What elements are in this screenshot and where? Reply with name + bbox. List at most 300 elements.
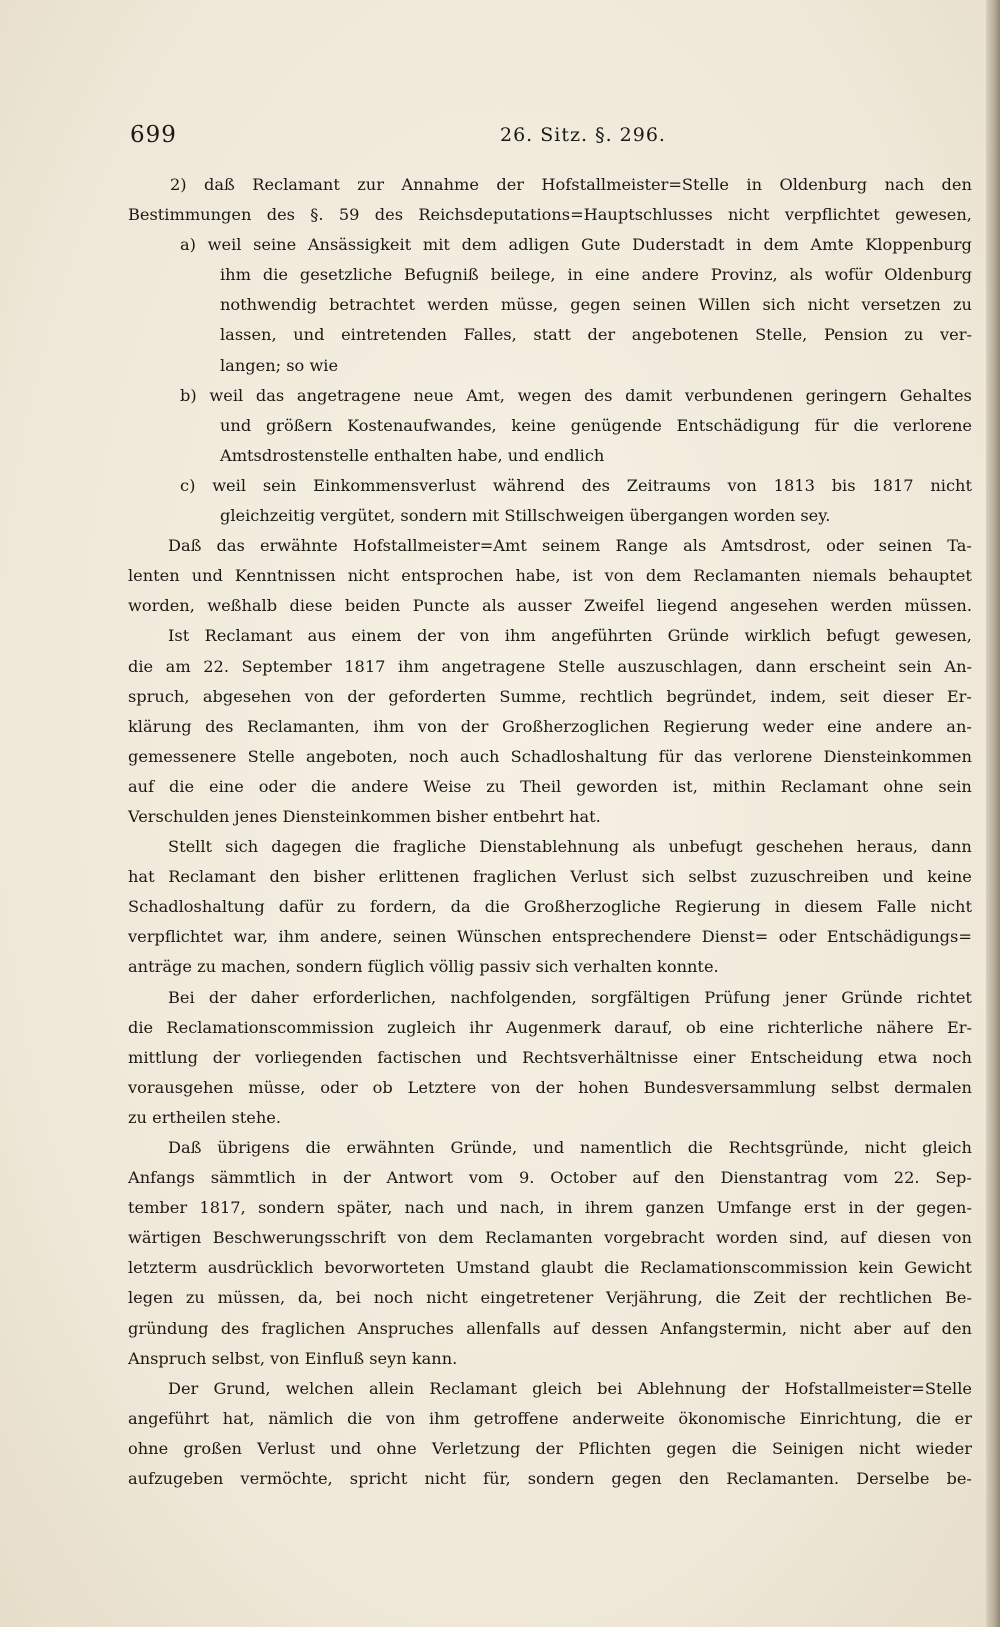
word: bei <box>335 1288 361 1308</box>
text-line <box>128 591 972 621</box>
word: in <box>774 897 791 917</box>
word: in <box>736 235 752 255</box>
word: wirklich <box>744 626 811 646</box>
word: oder <box>826 536 864 556</box>
word: vom <box>843 1168 878 1188</box>
word: entsprechendere <box>552 927 692 947</box>
word: der <box>460 716 489 736</box>
word: oder <box>320 1077 358 1097</box>
word: Pension <box>823 325 888 345</box>
word: müssen. <box>904 596 972 616</box>
word: und <box>293 325 325 345</box>
word: zuzuschreiben <box>750 867 869 887</box>
word: während <box>492 475 565 495</box>
text-line <box>128 802 972 832</box>
word: Reclamant <box>252 175 340 194</box>
word: welchen <box>285 1378 354 1398</box>
word: der <box>212 1047 241 1067</box>
word: geschehen <box>755 837 844 857</box>
word: Anfangstermin, <box>660 1318 788 1338</box>
word: zu <box>128 1107 153 1127</box>
word: vergütet, <box>320 506 401 526</box>
word: vorausgehen <box>128 1077 234 1097</box>
word: müsse, <box>500 295 559 315</box>
word: eintretenden <box>341 325 447 345</box>
word: größern <box>265 415 333 435</box>
word: Der <box>168 1378 199 1398</box>
word: Stelle <box>557 656 605 676</box>
word: vorliegenden <box>255 1047 363 1067</box>
word: Falle <box>876 897 917 917</box>
word: sich <box>225 837 259 857</box>
text-line <box>128 1163 972 1193</box>
word: an- <box>946 716 972 736</box>
word: die <box>311 776 337 796</box>
running-head: 26. Sitz. §. 296. <box>500 124 666 146</box>
word: gegen <box>666 1438 717 1458</box>
word: weil <box>209 385 244 405</box>
word: Derselbe <box>856 1469 930 1489</box>
word: bei <box>597 1378 623 1398</box>
word: ausdrücklich <box>207 1258 314 1278</box>
word: 1817 <box>872 475 914 495</box>
word: seit <box>839 686 870 706</box>
word: Stelle <box>247 746 295 766</box>
word: des <box>205 716 234 736</box>
word: Verlust <box>257 1438 316 1458</box>
text-line <box>128 712 972 742</box>
word: eine <box>209 776 244 796</box>
word: Amt, <box>466 385 505 405</box>
word: getroffene <box>473 1408 559 1428</box>
word: dessen <box>591 1318 648 1338</box>
word: ausser <box>517 596 572 616</box>
word: Einkommensverlust <box>313 475 476 495</box>
word: machen, <box>221 957 296 977</box>
word: die <box>168 776 195 796</box>
word: stehe. <box>231 1107 281 1127</box>
text-line <box>128 772 972 802</box>
word: sämmtlich <box>210 1168 296 1188</box>
word: wofür <box>824 265 873 285</box>
text-line <box>128 441 972 471</box>
word: ist, <box>672 776 698 796</box>
word: 22. <box>203 656 229 676</box>
word: von <box>604 566 634 586</box>
word: Einfluß <box>304 1348 370 1368</box>
word: verpflichtet <box>128 927 223 947</box>
word: Prüfung <box>704 987 771 1007</box>
text-line <box>128 1223 972 1253</box>
word: habe, <box>515 566 561 586</box>
word: tember <box>128 1198 188 1218</box>
word: Reclamationscommission <box>640 1258 848 1278</box>
word: werden <box>427 295 489 315</box>
word: Weise <box>423 776 472 796</box>
word: erlittenen <box>378 867 460 887</box>
word: Dienstablehnung <box>479 837 620 857</box>
text-line <box>128 1374 972 1404</box>
word: ihm <box>278 927 310 947</box>
word: b) <box>180 385 197 405</box>
word: worden <box>715 1228 778 1248</box>
word: des <box>220 1318 250 1338</box>
word: glaubt <box>540 1258 594 1278</box>
word: in <box>556 1198 573 1218</box>
word: 1817, <box>199 1198 246 1218</box>
text-line <box>128 1434 972 1464</box>
word: von <box>385 1408 416 1428</box>
word: Grund, <box>213 1378 271 1398</box>
word: vermöchte, <box>240 1469 333 1489</box>
word: oder <box>778 927 817 947</box>
word: 2) <box>170 175 187 194</box>
word: eingetretener <box>480 1288 594 1308</box>
word: Gewicht <box>904 1258 972 1278</box>
word: am <box>165 656 191 676</box>
word: langen; <box>220 355 287 375</box>
word: nähere <box>876 1017 934 1037</box>
word: des <box>374 205 403 225</box>
word: Regierung <box>674 897 761 917</box>
word: den <box>269 867 300 887</box>
word: die <box>687 1138 713 1157</box>
text-line <box>128 832 972 862</box>
word: werden <box>830 596 893 616</box>
word: einem <box>351 626 402 646</box>
word: ver- <box>940 325 972 345</box>
word: übergangen <box>629 506 734 526</box>
word: für <box>658 746 683 766</box>
page-header <box>130 122 970 158</box>
word: Wünschen <box>456 927 542 947</box>
word: Reclamanten. <box>726 1469 840 1489</box>
word: so <box>286 355 310 375</box>
word: Daß <box>168 1138 202 1157</box>
word: gewesen, <box>895 626 972 646</box>
word: ihm <box>428 1408 460 1428</box>
word: nach, <box>499 1198 545 1218</box>
word: Entschädigung <box>676 415 800 435</box>
text-line <box>128 1314 972 1344</box>
word: versetzen <box>861 295 941 315</box>
word: die <box>915 1408 941 1428</box>
word: Bundesversammlung <box>643 1077 817 1097</box>
word: Gründe, <box>450 1138 518 1157</box>
word: betrachtet <box>329 295 415 315</box>
word: in <box>567 265 584 285</box>
word: Theil <box>520 776 562 796</box>
word: müssen, <box>217 1288 286 1308</box>
word: verlorene <box>733 746 813 766</box>
word: von <box>491 1077 521 1097</box>
word: genügende <box>570 415 662 435</box>
word: und <box>507 445 545 465</box>
word: liegend <box>656 596 718 616</box>
word: ertheilen <box>152 1107 232 1127</box>
word: enthalten <box>374 445 458 465</box>
word: entbehrt <box>492 806 570 826</box>
page-edge-shadow <box>986 0 1000 1627</box>
word: gleichzeitig <box>220 506 321 526</box>
word: aus <box>307 626 337 646</box>
text-line <box>128 1464 972 1494</box>
word: verlorene <box>893 415 972 435</box>
word: ob <box>372 1077 393 1097</box>
word: geringern <box>805 385 887 405</box>
word: Zeit <box>753 1288 786 1308</box>
text-line <box>128 351 972 381</box>
text-line <box>128 1043 972 1073</box>
word: müsse, <box>248 1077 306 1097</box>
word: und <box>882 867 914 887</box>
word: sich <box>641 867 675 887</box>
word: ihrem <box>584 1198 634 1218</box>
word: als <box>481 596 506 616</box>
word: der <box>347 686 375 706</box>
word: der <box>798 1288 827 1308</box>
word: An- <box>944 656 972 676</box>
word: sich <box>535 957 574 977</box>
word: Letztere <box>407 1077 477 1097</box>
word: Ansässigkeit <box>307 235 412 255</box>
word: andere <box>351 776 409 796</box>
word: dem <box>438 1228 474 1248</box>
word: diesem <box>804 897 863 917</box>
word: Bei <box>168 987 195 1007</box>
word: Verlust <box>570 867 629 887</box>
word: aufzugeben <box>128 1469 224 1489</box>
word: be- <box>946 1469 972 1489</box>
word: eine <box>594 265 630 285</box>
word: Bestimmungen <box>128 205 252 225</box>
page-number: 699 <box>130 122 177 148</box>
word: Range <box>615 536 669 556</box>
word: bevorworteten <box>324 1258 445 1278</box>
word: zu <box>486 776 506 796</box>
word: begründet, <box>666 686 757 706</box>
word: er <box>954 1408 972 1428</box>
word: fraglichen <box>472 867 557 887</box>
word: Reclamant <box>204 626 293 646</box>
word: worden, <box>128 596 195 616</box>
word: zu <box>904 325 924 345</box>
word: ist <box>572 566 593 586</box>
word: nothwendig <box>220 295 317 315</box>
word: diesen <box>877 1228 932 1248</box>
word: namentlich <box>580 1138 672 1157</box>
text-line <box>128 922 972 952</box>
word: das <box>216 536 245 556</box>
word: erscheint <box>809 656 886 676</box>
word: nicht <box>864 1138 907 1157</box>
word: einer <box>692 1047 736 1067</box>
word: habe, <box>457 445 508 465</box>
word: andere, <box>319 927 383 947</box>
text-line <box>128 983 972 1013</box>
word: der <box>587 325 616 345</box>
word: allein <box>369 1378 415 1398</box>
word: andere <box>875 716 933 736</box>
word: von <box>727 475 757 495</box>
word: Seinigen <box>771 1438 844 1458</box>
word: seinen <box>632 295 687 315</box>
word: und <box>532 1138 565 1157</box>
word: gleich <box>922 1138 972 1157</box>
word: dem <box>645 566 682 586</box>
word: Amtsdrost, <box>721 536 812 556</box>
word: noch <box>932 1047 972 1067</box>
word: daher <box>250 987 299 1007</box>
text-line <box>128 1133 972 1163</box>
word: Annahme <box>401 175 479 194</box>
word: später, <box>336 1198 393 1218</box>
word: Rechtsverhältnisse <box>522 1047 679 1067</box>
word: richterliche <box>767 1017 863 1037</box>
word: Entschädigungs= <box>826 927 972 947</box>
word: fordern, <box>369 897 437 917</box>
word: klärung <box>128 716 192 736</box>
word: jenes <box>234 806 283 826</box>
word: von <box>942 1228 972 1248</box>
word: dagegen <box>271 837 342 857</box>
text-line <box>128 1404 972 1434</box>
word: nicht <box>727 205 770 225</box>
word: diese <box>289 596 333 616</box>
word: Regierung <box>662 716 749 736</box>
word: Amte <box>810 235 854 255</box>
word: Umstand <box>455 1258 530 1278</box>
word: worden <box>733 506 801 526</box>
word: beiden <box>344 596 401 616</box>
word: füglich <box>367 957 430 977</box>
word: war, <box>233 927 268 947</box>
word: ihm <box>397 656 429 676</box>
word: etwa <box>877 1047 918 1067</box>
word: da, <box>297 1288 324 1308</box>
word: spricht <box>349 1469 408 1489</box>
word: allenfalls <box>466 1318 541 1338</box>
word: der <box>535 1077 564 1097</box>
word: und <box>191 566 223 586</box>
word: dann <box>755 656 797 676</box>
word: legen <box>128 1288 174 1308</box>
word: endlich <box>544 445 605 465</box>
word: dermalen <box>894 1077 972 1097</box>
word: Stellt <box>168 837 213 857</box>
word: Dienst= <box>701 927 769 947</box>
word: abgesehen <box>202 686 292 706</box>
word: nicht <box>799 1318 842 1338</box>
word: die <box>347 1408 373 1428</box>
word: und <box>330 1438 362 1458</box>
word: a) <box>180 235 196 255</box>
word: Großherzoglichen <box>501 716 650 736</box>
word: auch <box>459 746 500 766</box>
word: nicht <box>858 1438 901 1458</box>
word: Er- <box>946 686 972 706</box>
word: niemals <box>812 566 877 586</box>
word: andere <box>641 265 699 285</box>
word: Hofstallmeister=Stelle <box>784 1378 972 1398</box>
word: die <box>731 1438 757 1458</box>
word: auf <box>552 1318 579 1338</box>
word: sondern <box>258 1198 325 1218</box>
word: weil <box>212 475 246 495</box>
word: weder <box>762 716 814 736</box>
word: als <box>683 536 707 556</box>
word: Rechtsgründe, <box>728 1138 849 1157</box>
word: wie <box>309 355 339 375</box>
word: sein <box>938 776 972 796</box>
word: Diensteinkommen <box>282 806 437 826</box>
word: Daß <box>168 536 202 556</box>
word: geworden <box>576 776 658 796</box>
word: eine <box>719 1017 755 1037</box>
word: Reclamanten <box>485 1228 593 1248</box>
word: Umfange <box>716 1198 792 1218</box>
word: fragliche <box>392 837 467 857</box>
word: selbst <box>688 867 737 887</box>
word: die <box>262 265 288 285</box>
word: befugt <box>826 626 880 646</box>
word: völlig <box>429 957 480 977</box>
text-line <box>128 742 972 772</box>
word: bisher <box>436 806 493 826</box>
text-line <box>128 320 972 350</box>
word: Schadloshaltung <box>128 897 265 917</box>
word: ohne <box>376 1438 417 1458</box>
word: gemessenere <box>128 746 237 766</box>
word: ohne <box>883 776 924 796</box>
word: nicht <box>807 295 850 315</box>
word: angetragene <box>296 385 401 405</box>
word: dann <box>930 837 972 857</box>
word: oder <box>258 776 297 796</box>
word: kein <box>858 1258 894 1278</box>
word: in <box>311 1168 328 1188</box>
word: noch <box>408 746 449 766</box>
word: Befugniß <box>404 265 479 285</box>
word: anträge <box>128 957 198 977</box>
word: Einrichtung, <box>799 1408 903 1428</box>
word: selbst <box>830 1077 880 1097</box>
word: Reclamant <box>168 867 256 887</box>
word: Provinz, <box>710 265 778 285</box>
text-line <box>128 1013 972 1043</box>
word: von <box>304 686 334 706</box>
word: indem, <box>770 686 827 706</box>
word: nicht <box>426 1288 468 1308</box>
text-line <box>128 1283 972 1313</box>
word: Kostenaufwandes, <box>347 415 497 435</box>
text-line <box>128 561 972 591</box>
word: die <box>604 1258 630 1278</box>
word: in <box>746 175 763 194</box>
text-line <box>128 170 972 200</box>
word: gründung <box>128 1318 209 1338</box>
word: Be- <box>944 1288 972 1308</box>
word: rechtlichen <box>839 1288 933 1308</box>
word: ob <box>685 1017 706 1037</box>
word: die <box>715 1288 741 1308</box>
word: wärtigen <box>128 1228 202 1248</box>
word: keine <box>511 415 556 435</box>
word: der <box>876 1198 904 1218</box>
word: des <box>581 475 610 495</box>
word: Gründe <box>841 987 903 1007</box>
word: angeführt <box>128 1408 210 1428</box>
